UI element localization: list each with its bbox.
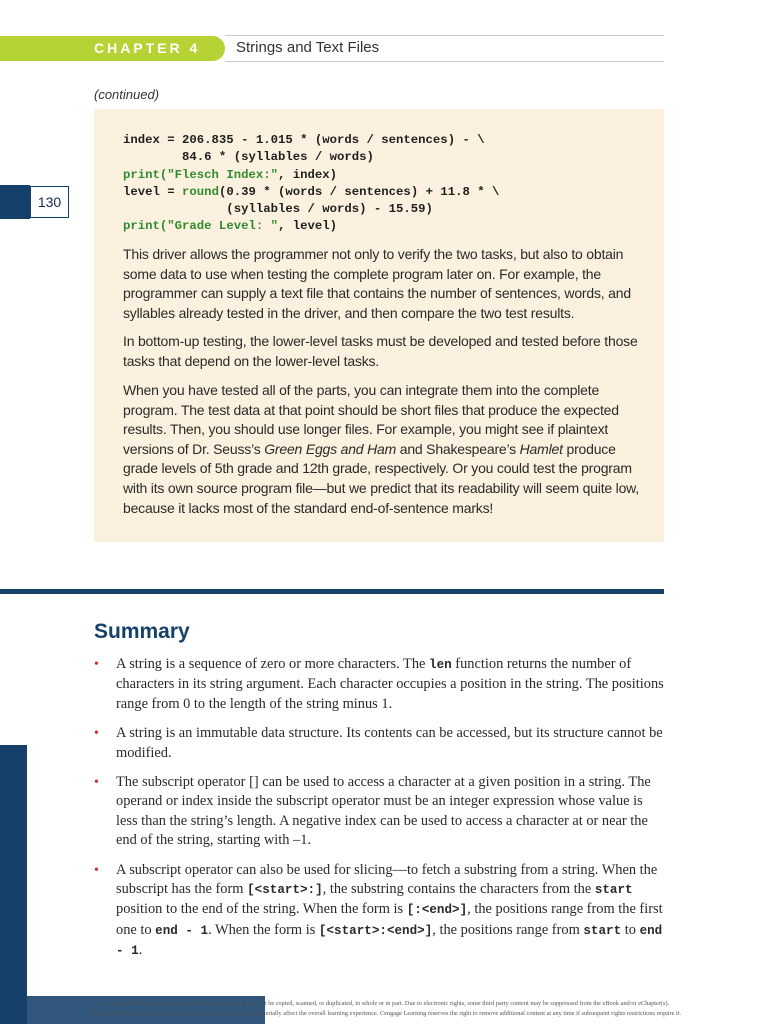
paragraph-driver: This driver allows the programmer not only to verify the two tasks, but also to obtain some data to use when testing the complete program later on. For example, the programmer can supply a text file that contains the number of sentences, words, and syllables already tested in the driver, and then compare the two test results. (123, 246, 631, 321)
list-item: • The subscript operator [] can be used to access a character at a given position in a string. The operand or index inside the subscript operator must be an integer expression whose value is less than the string’s length. A negative index can be used to access a character at or near the end of the string, starting with –1. (94, 774, 651, 849)
paragraph-bottom-up: In bottom-up testing, the lower-level tasks must be developed and tested before those tasks that depend on the lower-level tasks. (123, 333, 638, 369)
code-line: , index) (277, 167, 338, 182)
code-keyword: round (182, 184, 219, 199)
list-item: • A string is a sequence of zero or more characters. The len function returns the number of characters in its string argument. Each character occupies a position in the string. The positions range from 0 to the length of the string minus 1. (94, 656, 664, 712)
page-number-tab (0, 185, 30, 219)
page-number: 130 (30, 186, 69, 218)
code-line: (0.39 * (words / sentences) + 11.8 * \ (218, 184, 500, 199)
paragraph-integration: When you have tested all of the parts, you can integrate them into the complete program. The test data at that point should be short files that produce the expected results. Then, you should use longer files. For example, you might see if plaintext versions of Dr. Seuss’s Green Eggs and Ham and Shakespeare’s Hamlet produce grade levels of 5th grade and 12th grade, respectively. Or you could test the program with its own source program file—but we predict that its readability will seem quite low, because it lacks most of the standard end-of-sentence marks! (123, 382, 639, 516)
code-line: index = 206.835 - 1.015 * (words / sentences) - \ (123, 133, 485, 147)
bullet-icon: • (94, 657, 99, 672)
code-string: "Grade Level: " (167, 219, 278, 234)
continued-label: (continued) (94, 87, 160, 102)
copyright-line: Editorial review has deemed that any suppressed content does not materially affect the overall learning experience. Cengage Learning reserves the right to remove additional content at any time if subsequent rights restrictions require it. (88, 1010, 682, 1017)
code-keyword: print( (123, 219, 168, 234)
summary-heading: Summary (94, 620, 190, 643)
chapter-label: CHAPTER 4 (94, 40, 201, 56)
header-rule-bottom (225, 61, 664, 62)
code-line: 84.6 * (syllables / words) (123, 150, 374, 165)
code-line: , level) (277, 219, 338, 234)
code-line: (syllables / words) - 15.59) (123, 202, 433, 217)
chapter-title: Strings and Text Files (236, 39, 380, 56)
header-rule-top (225, 35, 664, 36)
list-item: • A string is an immutable data structure. Its contents can be accessed, but its structure cannot be modified. (94, 725, 663, 761)
summary-list (94, 655, 666, 972)
code-block (123, 132, 499, 236)
copyright-footer (40, 999, 730, 1019)
side-bar (0, 745, 27, 1024)
bullet-icon: • (94, 726, 99, 742)
list-item: • A subscript operator can also be used for slicing—to fetch a substring from a string. When the subscript has the form [<start>:], the substring contains the characters from the start position to the end of the string. When the form is [:<end>], the positions range from the first one to end - 1. When the form is [<start>:<end>], the positions range from start to end - 1. (94, 861, 663, 959)
code-keyword: print( (123, 167, 168, 182)
copyright-line: Copyright 2019 Cengage Learning. All Rights Reserved. May not be copied, scanned, or duplicated, in whole or in part. Due to electronic rights, some third party content may be suppressed from the eBook and/or eChapter(s). (100, 1000, 670, 1007)
bullet-icon: • (94, 775, 99, 791)
bullet-icon: • (94, 862, 99, 878)
code-line: level = (123, 184, 183, 199)
section-divider (0, 589, 664, 594)
code-string: "Flesch Index:" (167, 167, 278, 182)
